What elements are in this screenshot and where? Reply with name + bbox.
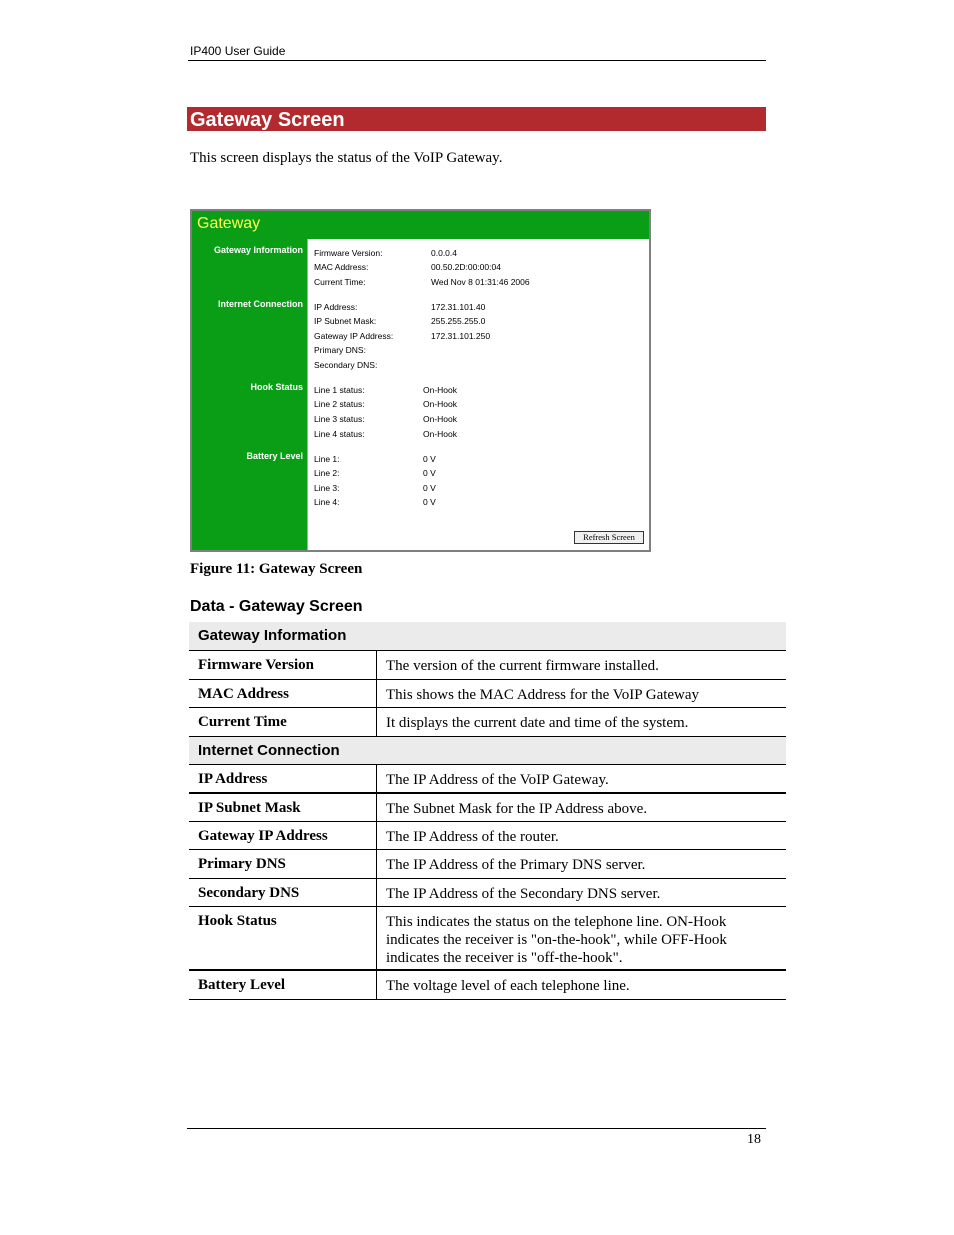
row-name: Firmware Version (198, 657, 314, 673)
column-divider (376, 907, 377, 969)
line3-battery-value: 0 V (423, 483, 436, 493)
row-desc: The Subnet Mask for the IP Address above. (386, 801, 648, 817)
screenshot-header (192, 211, 649, 239)
ip-value: 172.31.101.40 (431, 302, 486, 312)
table-row (189, 765, 786, 794)
row-name: MAC Address (198, 686, 289, 702)
column-divider (376, 680, 377, 707)
side-label-battery: Battery Level (246, 451, 303, 461)
row-desc: The IP Address of the VoIP Gateway. (386, 772, 609, 788)
column-divider (376, 850, 377, 878)
line3-battery-label: Line 3: (314, 483, 340, 493)
screenshot-sidebar (192, 239, 307, 550)
subnet-value: 255.255.255.0 (431, 316, 486, 326)
column-divider (376, 708, 377, 736)
side-label-hook: Hook Status (250, 382, 303, 392)
table-row (189, 907, 786, 971)
row-desc: This shows the MAC Address for the VoIP Gateway (386, 687, 700, 703)
sidebar-divider (307, 239, 308, 550)
ip-label: IP Address: (314, 302, 358, 312)
row-desc: The version of the current firmware installed. (386, 658, 659, 674)
row-name: Hook Status (198, 913, 277, 929)
line4-battery-label: Line 4: (314, 497, 340, 507)
table-group-row (189, 737, 786, 765)
row-name: Current Time (198, 714, 287, 730)
column-divider (376, 822, 377, 849)
line3-status-label: Line 3 status: (314, 414, 365, 424)
row-desc: The IP Address of the Secondary DNS server. (386, 886, 661, 902)
time-label: Current Time: (314, 277, 366, 287)
line2-status-value: On-Hook (423, 399, 458, 409)
firmware-value: 0.0.0.4 (431, 248, 457, 258)
table-row (189, 794, 786, 822)
line1-status-label: Line 1 status: (314, 385, 365, 395)
row-desc: It displays the current date and time of the system. (386, 715, 689, 731)
firmware-label: Firmware Version: (314, 248, 383, 258)
time-value: Wed Nov 8 01:31:46 2006 (431, 277, 530, 287)
section-title: Gateway Screen (190, 109, 345, 131)
table-row (189, 971, 786, 1000)
mac-value: 00.50.2D:00:00:04 (431, 262, 501, 272)
data-subheading: Data - Gateway Screen (190, 598, 363, 615)
row-name: Gateway IP Address (198, 828, 328, 844)
line1-status-value: On-Hook (423, 385, 458, 395)
group-label-internet: Internet Connection (198, 742, 340, 759)
line2-battery-label: Line 2: (314, 468, 340, 478)
row-desc: This indicates the status on the telephone line. ON-Hook indicates the receiver is "on-the-hook", while OFF-Hook indicates the receiver is "off-the-hook". (386, 914, 727, 966)
mac-label: MAC Address: (314, 262, 369, 272)
line3-status-value: On-Hook (423, 414, 458, 424)
intro-text: This screen displays the status of the VoIP Gateway. (190, 150, 503, 166)
line4-battery-value: 0 V (423, 497, 436, 507)
subnet-label: IP Subnet Mask: (314, 316, 377, 326)
table-row (189, 708, 786, 737)
screenshot-title: Gateway (197, 215, 261, 232)
gateway-ip-value: 172.31.101.250 (431, 331, 491, 341)
page-number: 18 (747, 1132, 761, 1147)
side-label-internet: Internet Connection (218, 299, 303, 309)
figure-caption: Figure 11: Gateway Screen (190, 561, 363, 577)
gateway-screenshot (190, 209, 651, 552)
line1-battery-label: Line 1: (314, 454, 340, 464)
column-divider (376, 971, 377, 999)
side-label-gateway-info: Gateway Information (213, 245, 303, 255)
line4-status-value: On-Hook (423, 429, 458, 439)
line4-status-label: Line 4 status: (314, 429, 365, 439)
table-row (189, 850, 786, 879)
line1-battery-value: 0 V (423, 454, 436, 464)
row-name: Battery Level (198, 977, 286, 993)
header-rule (188, 60, 766, 61)
primary-dns-label: Primary DNS: (314, 345, 366, 355)
row-name: Primary DNS (198, 856, 286, 872)
header-title: IP400 User Guide (190, 44, 286, 58)
gateway-ip-label: Gateway IP Address: (314, 331, 394, 341)
table-row (189, 879, 786, 907)
secondary-dns-label: Secondary DNS: (314, 360, 378, 370)
column-divider (376, 879, 377, 906)
table-row (189, 651, 786, 680)
table-group-row (189, 622, 786, 651)
column-divider (376, 651, 377, 679)
row-name: Secondary DNS (198, 885, 300, 901)
table-row (189, 680, 786, 708)
line2-status-label: Line 2 status: (314, 399, 365, 409)
line2-battery-value: 0 V (423, 468, 436, 478)
row-name: IP Subnet Mask (198, 800, 301, 816)
footer-rule (187, 1128, 766, 1129)
row-desc: The IP Address of the router. (386, 829, 559, 845)
table-row (189, 822, 786, 850)
row-name: IP Address (198, 771, 268, 787)
column-divider (376, 794, 377, 821)
column-divider (376, 765, 377, 792)
group-label-gateway-info: Gateway Information (198, 627, 347, 644)
row-desc: The IP Address of the Primary DNS server. (386, 857, 646, 873)
row-desc: The voltage level of each telephone line. (386, 978, 630, 994)
refresh-screen-button[interactable]: Refresh Screen (574, 531, 644, 544)
